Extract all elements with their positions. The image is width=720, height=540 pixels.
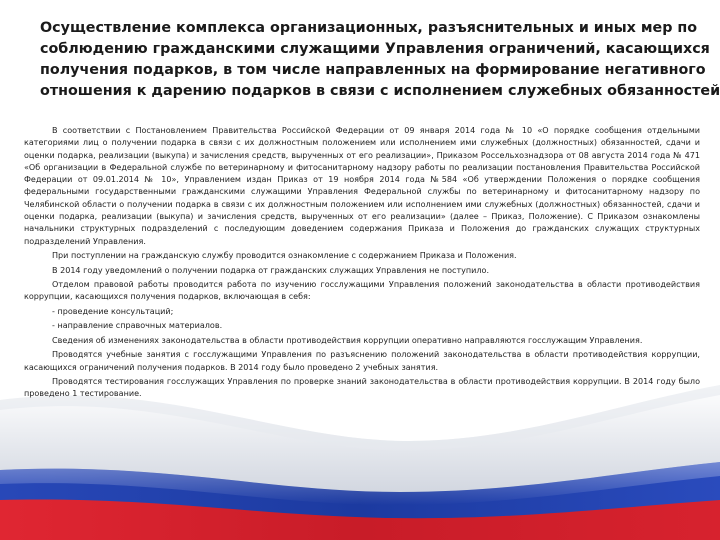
paragraph: Отделом правовой работы проводится работа по изучению госслужащими Управления положений законодательства в области противодействия коррупции, касающихся получения подарков, включающая в себя: <box>24 280 700 302</box>
paragraph: Проводятся тестирования госслужащих Управления по проверке знаний законодательства в области противодействия коррупции. В 2014 году было проведено 1 тестирование. <box>24 377 700 399</box>
paragraph: Сведения об изменениях законодательства в области противодействия коррупции оперативно направляются госслужащим Управления. <box>52 335 643 345</box>
title-line: Осуществление комплекса организационных, разъяснительных и иных мер по <box>40 20 698 36</box>
paragraph: Проводятся учебные занятия с госслужащими Управления по разъяснению положений законодательства в области противодействия коррупции, касающихся ограничений получения подарков. В 2014 году было проведено 2 учебных занятия. <box>24 350 700 372</box>
slide-title <box>40 18 720 102</box>
title-line: соблюдению гражданскими служащими Управления ограничений, касающихся <box>40 41 710 57</box>
list-item: - проведение консультаций; <box>52 306 174 316</box>
title-line: отношения к дарению подарков в связи с исполнением служебных обязанностей <box>40 83 720 99</box>
paragraph: В 2014 году уведомлений о получении подарка от гражданских служащих Управления не поступило. <box>52 265 490 275</box>
paragraph: При поступлении на гражданскую службу проводится ознакомление с содержанием Приказа и Положения. <box>52 251 517 261</box>
title-line: получения подарков, в том числе направленных на формирование негативного <box>40 62 706 78</box>
slide-body-text <box>24 125 700 403</box>
paragraph: В соответствии с Постановлением Правительства Российской Федерации от 09 января 2014 года № 10 «О порядке сообщения отдельными категориями лиц о получении подарка в связи с их должностным положением или исполнением ими служебных (должностных) обязанностей, сдачи и оценки подарка, реализации (выкупа) и зачисления средств, вырученных от его реализации», Приказом Россельхознадзора от 08 августа 2014 года № 471 «Об организации в Федеральной службе по ветеринарному и фитосанитарному надзору работы по реализации постановления Правительства Российской Федерации от 09.01.2014 № 10», Управлением издан Приказ от 19 ноября 2014 года №584 «Об утверждении Положения о порядке сообщения федеральными государственными гражданскими служащими Управления Федеральной службы по ветеринарному и фитосанитарному надзору по Челябинской области о получении подарка в связи с их должностным положением или исполнением ими служебных (должностных) обязанностей, сдачи и оценки подарка, реализации (выкупа) и зачисления средств, вырученных от его реализации» (далее – Приказ, Положение). С Приказом ознакомлены начальники структурных подразделений с последующим доведением содержания Приказа и Положения до гражданских служащих структурных подразделений Управления. <box>24 126 700 246</box>
list-item: - направление справочных материалов. <box>52 321 223 331</box>
